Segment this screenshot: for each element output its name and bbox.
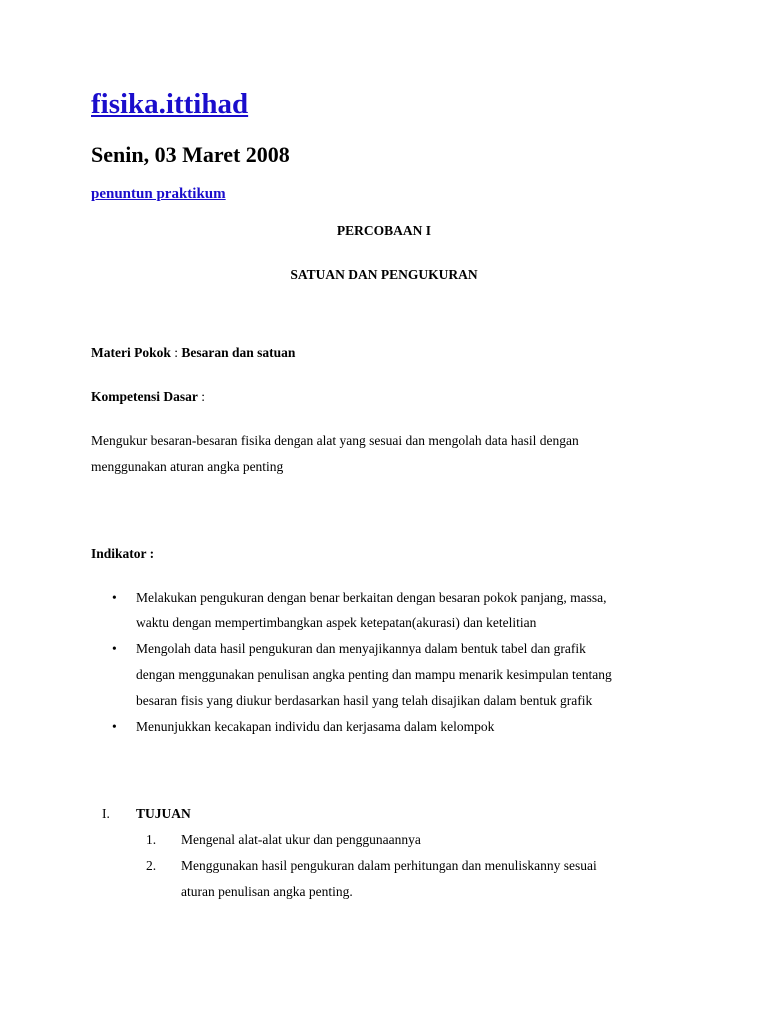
tujuan-2-number: 2.: [146, 858, 157, 873]
bullet-2: •: [112, 641, 117, 656]
kompetensi-text-line-2: menggunakan aturan angka penting: [91, 459, 284, 474]
bullet-3: •: [112, 719, 117, 734]
section-title: TUJUAN: [136, 806, 191, 821]
post-date: Senin, 03 Maret 2008: [91, 142, 290, 167]
kompetensi-label: Kompetensi Dasar: [91, 389, 198, 404]
tujuan-2-line-1: Menggunakan hasil pengukuran dalam perhitungan dan menuliskanny sesuai: [181, 858, 597, 873]
experiment-subheading: SATUAN DAN PENGUKURAN: [290, 267, 478, 282]
kompetensi-separator: :: [197, 389, 206, 404]
indikator-2-line-3: besaran fisis yang diukur berdasarkan hasil yang telah disajikan dalam bentuk grafik: [136, 693, 593, 708]
indikator-2-line-2: dengan menggunakan penulisan angka penting dan mampu menarik kesimpulan tentang: [136, 667, 612, 682]
materi-value: Besaran dan satuan: [181, 345, 296, 360]
materi-separator: :: [170, 345, 182, 360]
post-title-link[interactable]: penuntun praktikum: [91, 186, 226, 202]
indikator-1-line-1: Melakukan pengukuran dengan benar berkaitan dengan besaran pokok panjang, massa,: [136, 590, 607, 605]
bullet-1: •: [112, 590, 117, 605]
tujuan-1-line-1: Mengenal alat-alat ukur dan penggunaannya: [181, 832, 421, 847]
blog-title-link[interactable]: fisika.ittihad: [91, 88, 249, 120]
tujuan-1-number: 1.: [146, 832, 157, 847]
indikator-label: Indikator :: [91, 546, 155, 561]
kompetensi-text-line-1: Mengukur besaran-besaran fisika dengan alat yang sesuai dan mengolah data hasil dengan: [91, 433, 579, 448]
experiment-heading: PERCOBAAN I: [336, 223, 432, 238]
indikator-3-line-1: Menunjukkan kecakapan individu dan kerjasama dalam kelompok: [136, 719, 495, 734]
kompetensi-dasar-line: [91, 389, 205, 405]
indikator-1-line-2: waktu dengan mempertimbangkan aspek ketepatan(akurasi) dan ketelitian: [136, 615, 537, 630]
tujuan-2-line-2: aturan penulisan angka penting.: [181, 884, 353, 899]
materi-label: Materi Pokok: [91, 345, 171, 360]
indikator-2-line-1: Mengolah data hasil pengukuran dan menyajikannya dalam bentuk tabel dan grafik: [136, 641, 586, 656]
materi-pokok-line: [91, 345, 295, 361]
section-numeral: I.: [102, 806, 110, 821]
